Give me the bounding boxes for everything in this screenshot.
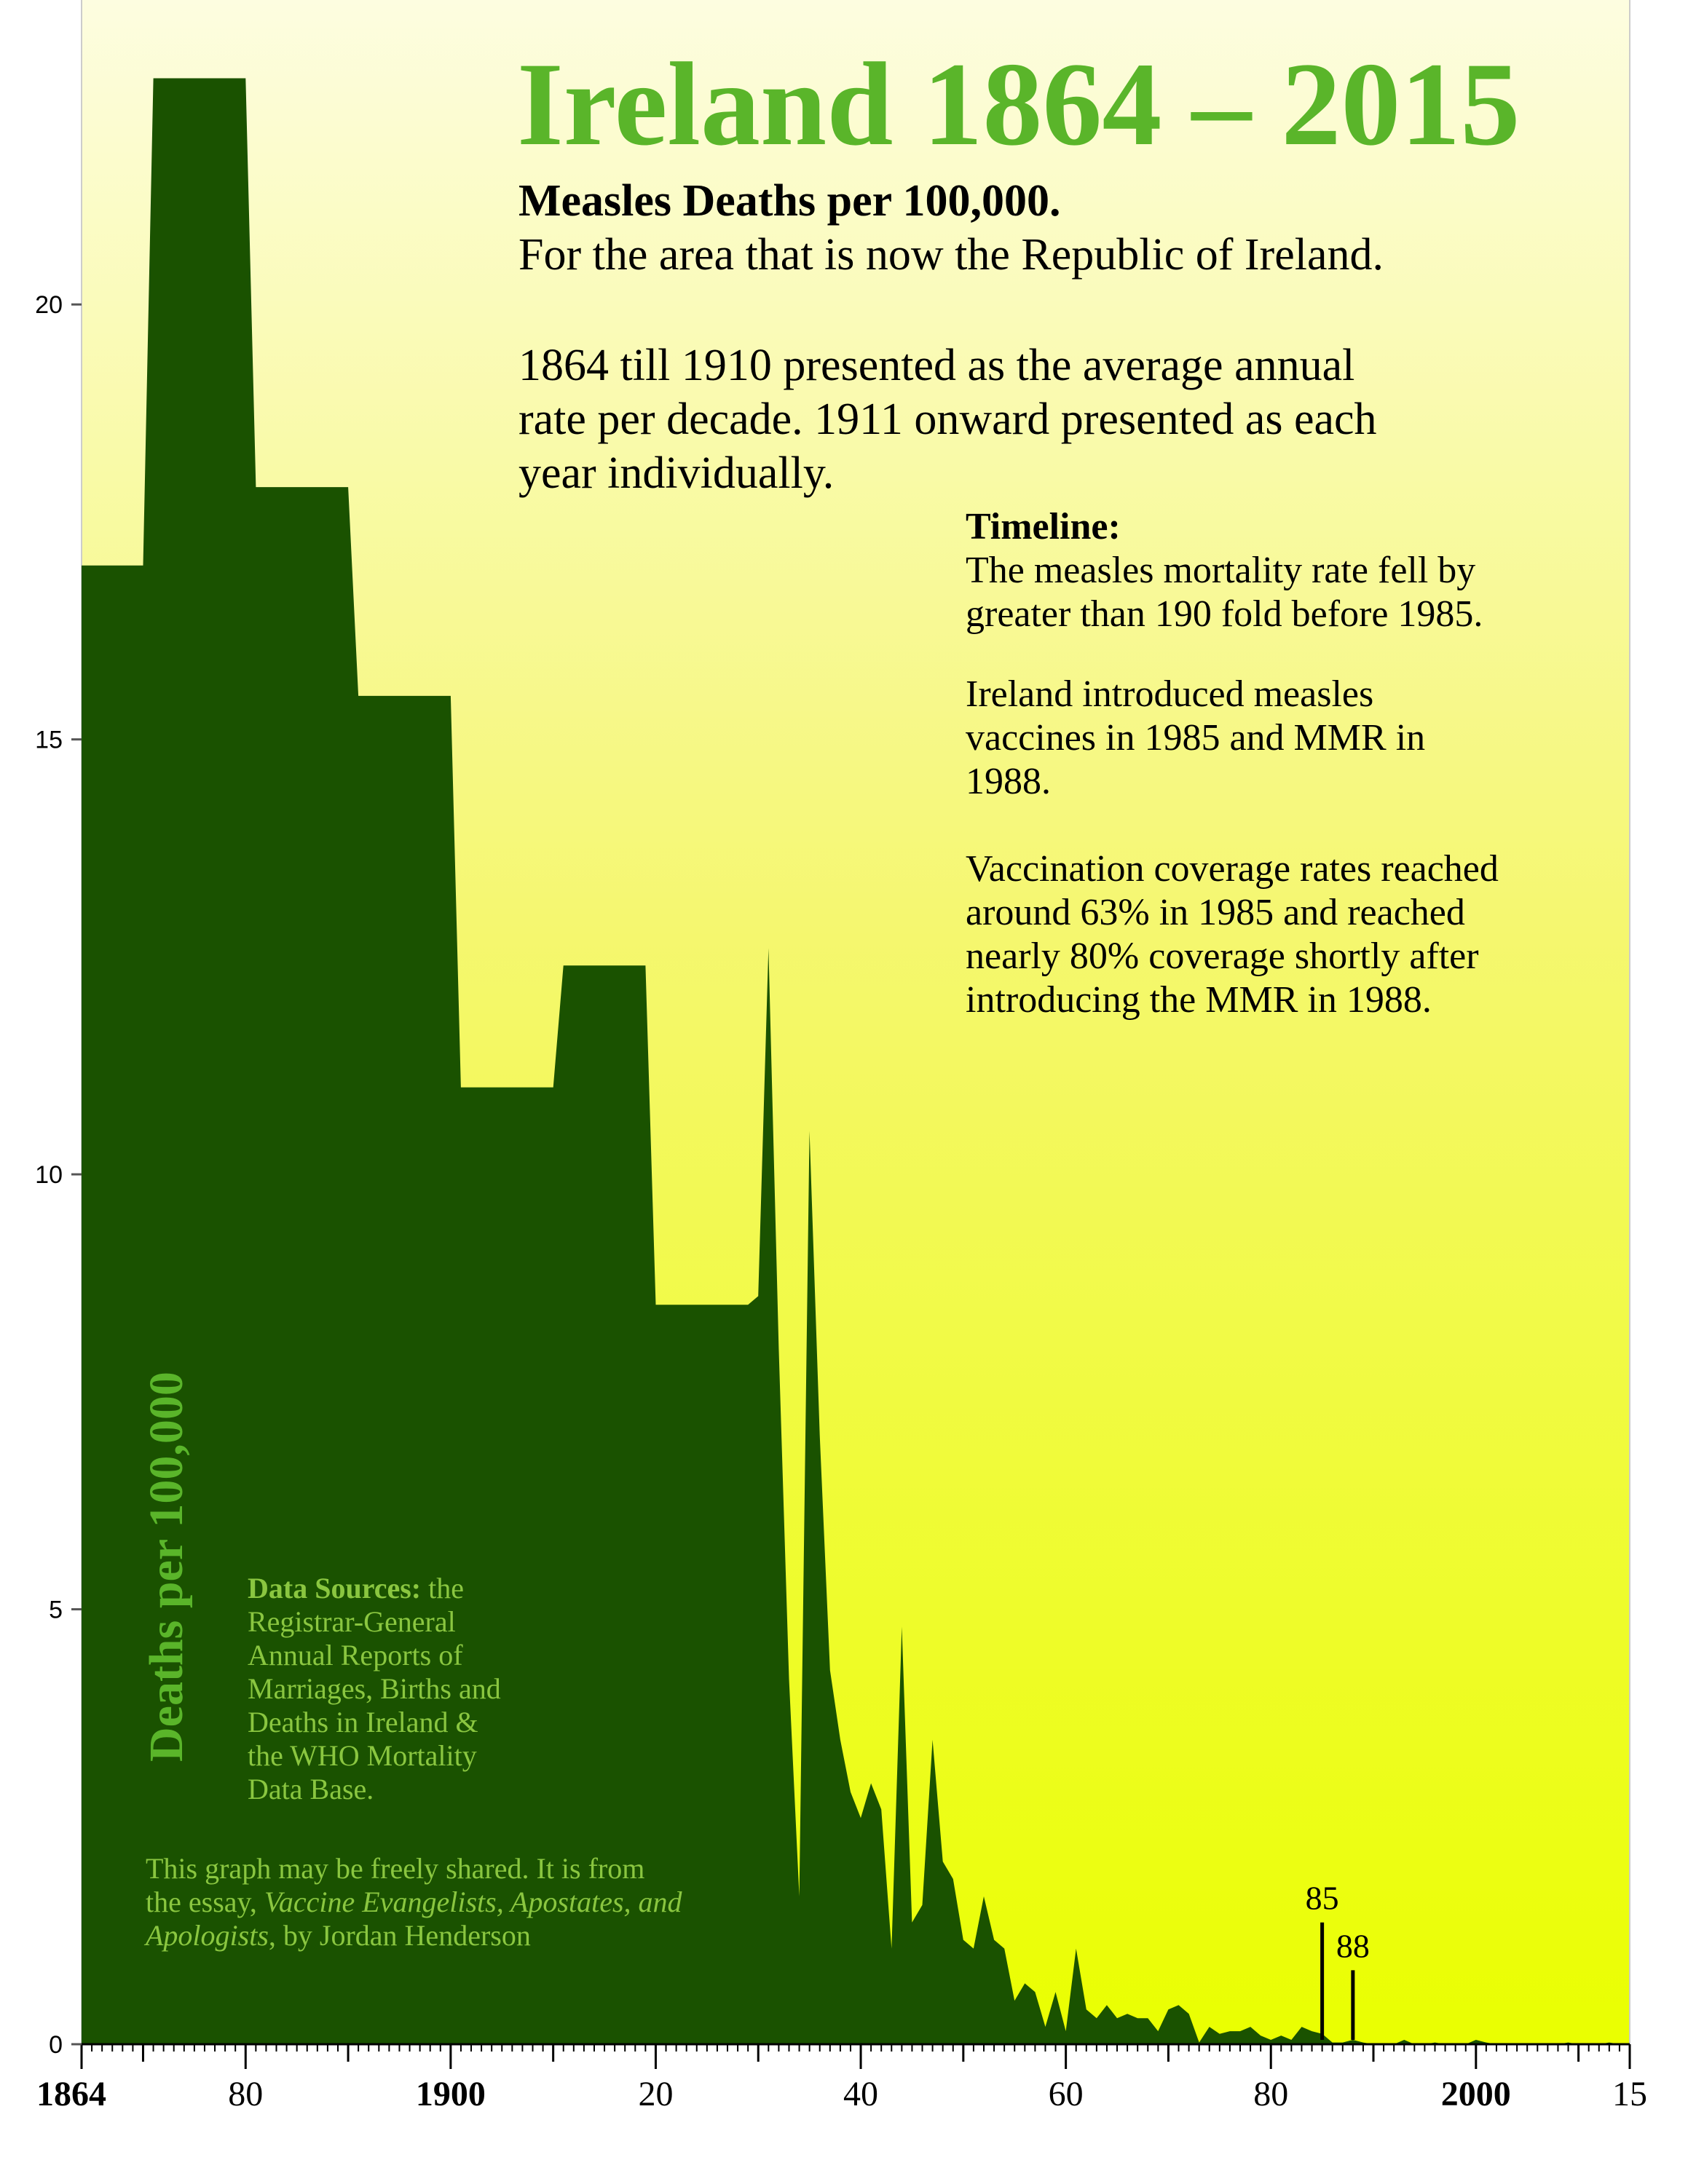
timeline-p3-line1: Vaccination coverage rates reached [966,848,1499,890]
description-line-1: 1864 till 1910 presented as the average annual [518,341,1355,390]
chart-subtitle: Measles Deaths per 100,000. [518,176,1061,226]
timeline-p2-line1: Ireland introduced measles [966,673,1374,715]
data-sources-line-5: Deaths in Ireland & [248,1706,478,1738]
chart-title: Ireland 1864 – 2015 [517,39,1521,170]
timeline-p3-line2: around 63% in 1985 and reached [966,892,1465,933]
data-sources-line-3: Annual Reports of [248,1639,463,1671]
y-tick-label-15: 15 [35,726,63,754]
data-sources-line-1 [248,1572,464,1605]
data-sources-line-1-rest: the [421,1572,464,1605]
data-sources-line-4: Marriages, Births and [248,1672,501,1705]
y-tick-label-5: 5 [49,1596,63,1624]
x-tick-label-1940: 40 [843,2075,879,2113]
x-tick-label-1864: 1864 [36,2075,106,2113]
data-sources-line-7: Data Base. [248,1773,374,1805]
share-note-line-3 [143,1919,531,1952]
share-note-author: , by Jordan Henderson [268,1919,531,1952]
y-tick-label-10: 10 [35,1161,63,1190]
x-tick-label-1880: 80 [228,2075,264,2113]
marker-label-85: 85 [1305,1879,1339,1917]
description-line-2: rate per decade. 1911 onward presented as each [518,395,1377,444]
timeline-p3-line3: nearly 80% coverage shortly after [966,935,1479,977]
y-tick-label-20: 20 [35,291,63,320]
x-tick-label-2015: 15 [1612,2075,1647,2113]
timeline-p2-line3: 1988. [966,761,1051,802]
x-tick-label-2000: 2000 [1440,2075,1511,2113]
y-axis-label: Deaths per 100,000 [140,1372,193,1762]
x-tick-label-1900: 1900 [415,2075,486,2113]
x-tick-label-1920: 20 [638,2075,674,2113]
data-sources-line-2: Registrar-General [248,1605,456,1638]
x-tick-label-1960: 60 [1048,2075,1084,2113]
marker-label-88: 88 [1336,1927,1370,1965]
share-note-essay-title-2: Apologists [146,1919,269,1952]
timeline-heading: Timeline: [966,506,1121,547]
share-note-line-2-prefix: the essay, [146,1886,264,1918]
timeline-p2-line2: vaccines in 1985 and MMR in [966,717,1426,759]
share-note-line-2 [146,1886,683,1918]
x-tick-label-1980: 80 [1253,2075,1289,2113]
timeline-p1-line2: greater than 190 fold before 1985. [966,593,1483,635]
y-tick-label-0: 0 [49,2031,63,2059]
share-note-line-1: This graph may be freely shared. It is from [146,1852,645,1885]
timeline-p1-line1: The measles mortality rate fell by [966,550,1476,591]
chart-subtitle-line2: For the area that is now the Republic of Ireland. [518,230,1384,280]
share-note-essay-title-1: Vaccine Evangelists, Apostates, and [264,1886,682,1918]
data-sources-label: Data Sources: [248,1572,422,1605]
data-sources-line-6: the WHO Mortality [248,1739,477,1772]
timeline-p3-line4: introducing the MMR in 1988. [966,979,1432,1021]
description-line-3: year individually. [518,448,835,498]
